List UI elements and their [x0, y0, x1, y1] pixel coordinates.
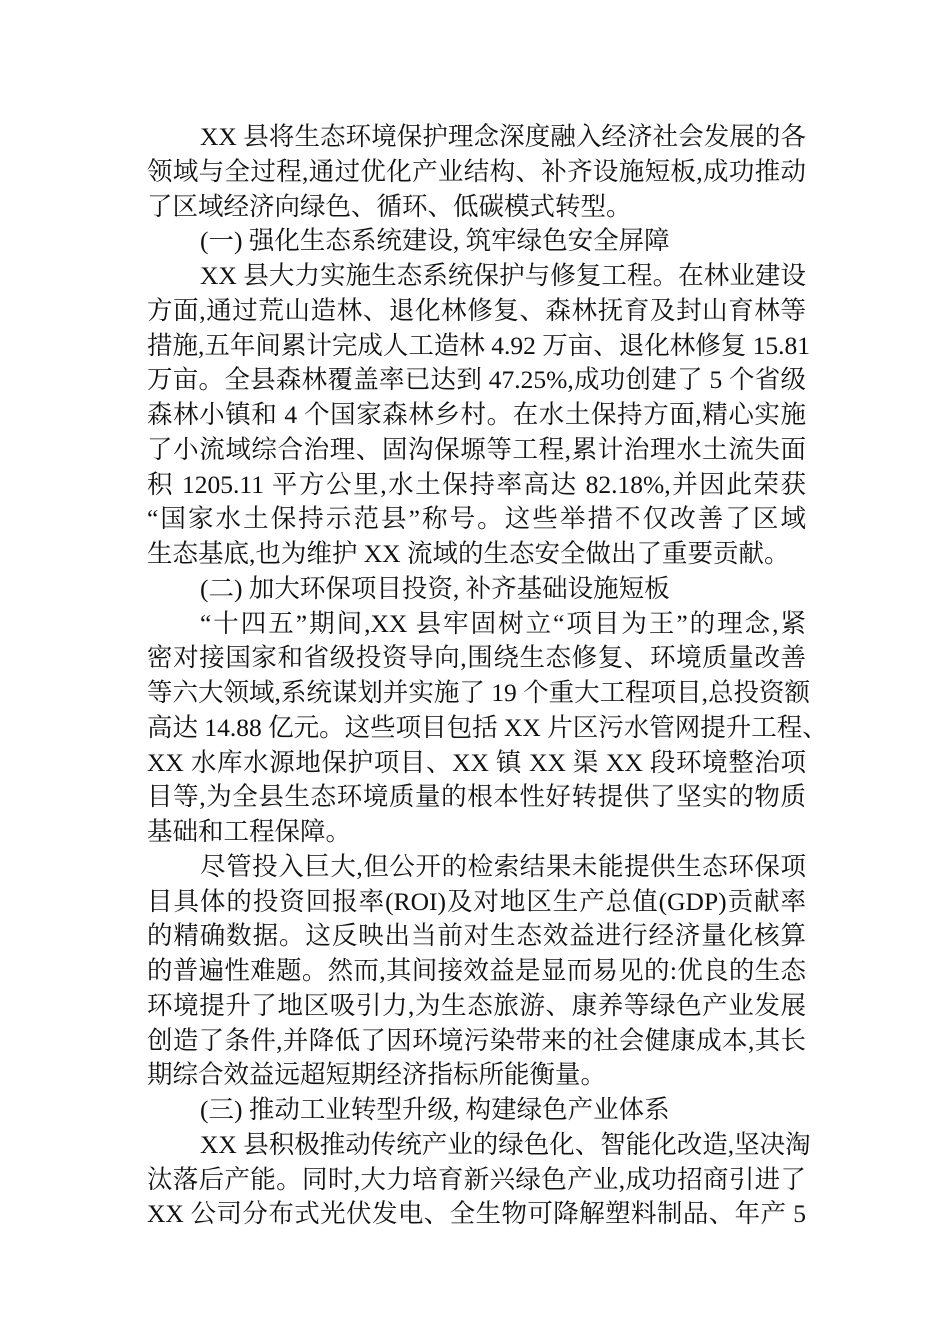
paragraph — [147, 259, 811, 572]
paragraph — [147, 607, 828, 850]
text-line: 了区域经济向绿色、循环、低碳模式转型。 — [147, 191, 632, 221]
text-line: XX 县将生态环境保护理念深度融入经济社会发展的各 — [200, 122, 806, 151]
text-line: 期综合效益远超短期经济指标所能衡量。 — [147, 1060, 607, 1090]
paragraph — [147, 1128, 811, 1232]
text-line: 创造了条件,并降低了因环境污染带来的社会健康成本,其长 — [147, 1025, 806, 1055]
text-line: 等六大领域,系统谋划并实施了 19 个重大工程项目,总投资额 — [147, 678, 811, 707]
document-page — [147, 120, 828, 1232]
text-line: 目等,为全县生态环境质量的根本性好转提供了坚实的物质 — [147, 782, 806, 812]
text-line: “国家水土保持示范县”称号。这些举措不仅改善了区域 — [147, 504, 806, 534]
paragraph — [147, 120, 806, 224]
paragraph — [147, 850, 806, 1093]
section-heading — [147, 1093, 806, 1128]
text-line: 尽管投入巨大,但公开的检索结果未能提供生态环保项 — [200, 851, 806, 881]
section-heading — [147, 224, 806, 259]
text-line: 森林小镇和 4 个国家森林乡村。在水土保持方面,精心实施 — [147, 400, 806, 429]
text-line: 汰落后产能。同时,大力培育新兴绿色产业,成功招商引进了 — [147, 1164, 806, 1194]
text-line: 基础和工程保障。 — [147, 817, 352, 846]
text-line: XX 公司分布式光伏发电、全生物可降解塑料制品、年产 5 — [147, 1199, 806, 1229]
text-line: 生态基底,也为维护 XX 流域的生态安全做出了重要贡献。 — [147, 539, 790, 568]
text-line: 高达 14.88 亿元。这些项目包括 XX 片区污水管网提升工程、 — [147, 712, 828, 742]
text-line: 密对接国家和省级投资导向,围绕生态修复、环境质量改善 — [147, 643, 806, 673]
text-line: “十四五”期间,XX 县牢固树立“项目为王”的理念,紧 — [200, 608, 806, 638]
text-line: 的普遍性难题。然而,其间接效益是显而易见的:优良的生态 — [147, 956, 806, 985]
text-line: 措施,五年间累计完成人工造林 4.92 万亩、退化林修复 15.81 — [147, 330, 811, 360]
text-line: 的精确数据。这反映出当前对生态效益进行经济量化核算 — [147, 921, 806, 951]
heading-text: (一) 强化生态系统建设, 筑牢绿色安全屏障 — [200, 226, 670, 256]
text-line: 方面,通过荒山造林、退化林修复、森林抚育及封山育林等 — [147, 295, 806, 325]
text-line: 目具体的投资回报率(ROI)及对地区生产总值(GDP)贡献率 — [147, 886, 806, 916]
text-line: XX 县积极推动传统产业的绿色化、智能化改造,坚决淘 — [200, 1129, 811, 1159]
text-line: 领域与全过程,通过优化产业结构、补齐设施短板,成功推动 — [147, 156, 806, 186]
text-line: XX 水库水源地保护项目、XX 镇 XX 渠 XX 段环境整治项 — [147, 747, 806, 777]
section-heading — [147, 572, 806, 607]
text-line: 积 1205.11 平方公里,水土保持率高达 82.18%,并因此荣获 — [147, 469, 806, 499]
text-line: 万亩。全县森林覆盖率已达到 47.25%,成功创建了 5 个省级 — [147, 365, 806, 395]
heading-text: (三) 推动工业转型升级, 构建绿色产业体系 — [200, 1095, 670, 1124]
text-line: 环境提升了地区吸引力,为生态旅游、康养等绿色产业发展 — [147, 990, 806, 1020]
text-line: XX 县大力实施生态系统保护与修复工程。在林业建设 — [200, 261, 806, 290]
text-line: 了小流域综合治理、固沟保塬等工程,累计治理水土流失面 — [147, 434, 806, 464]
heading-text: (二) 加大环保项目投资, 补齐基础设施短板 — [200, 573, 670, 603]
